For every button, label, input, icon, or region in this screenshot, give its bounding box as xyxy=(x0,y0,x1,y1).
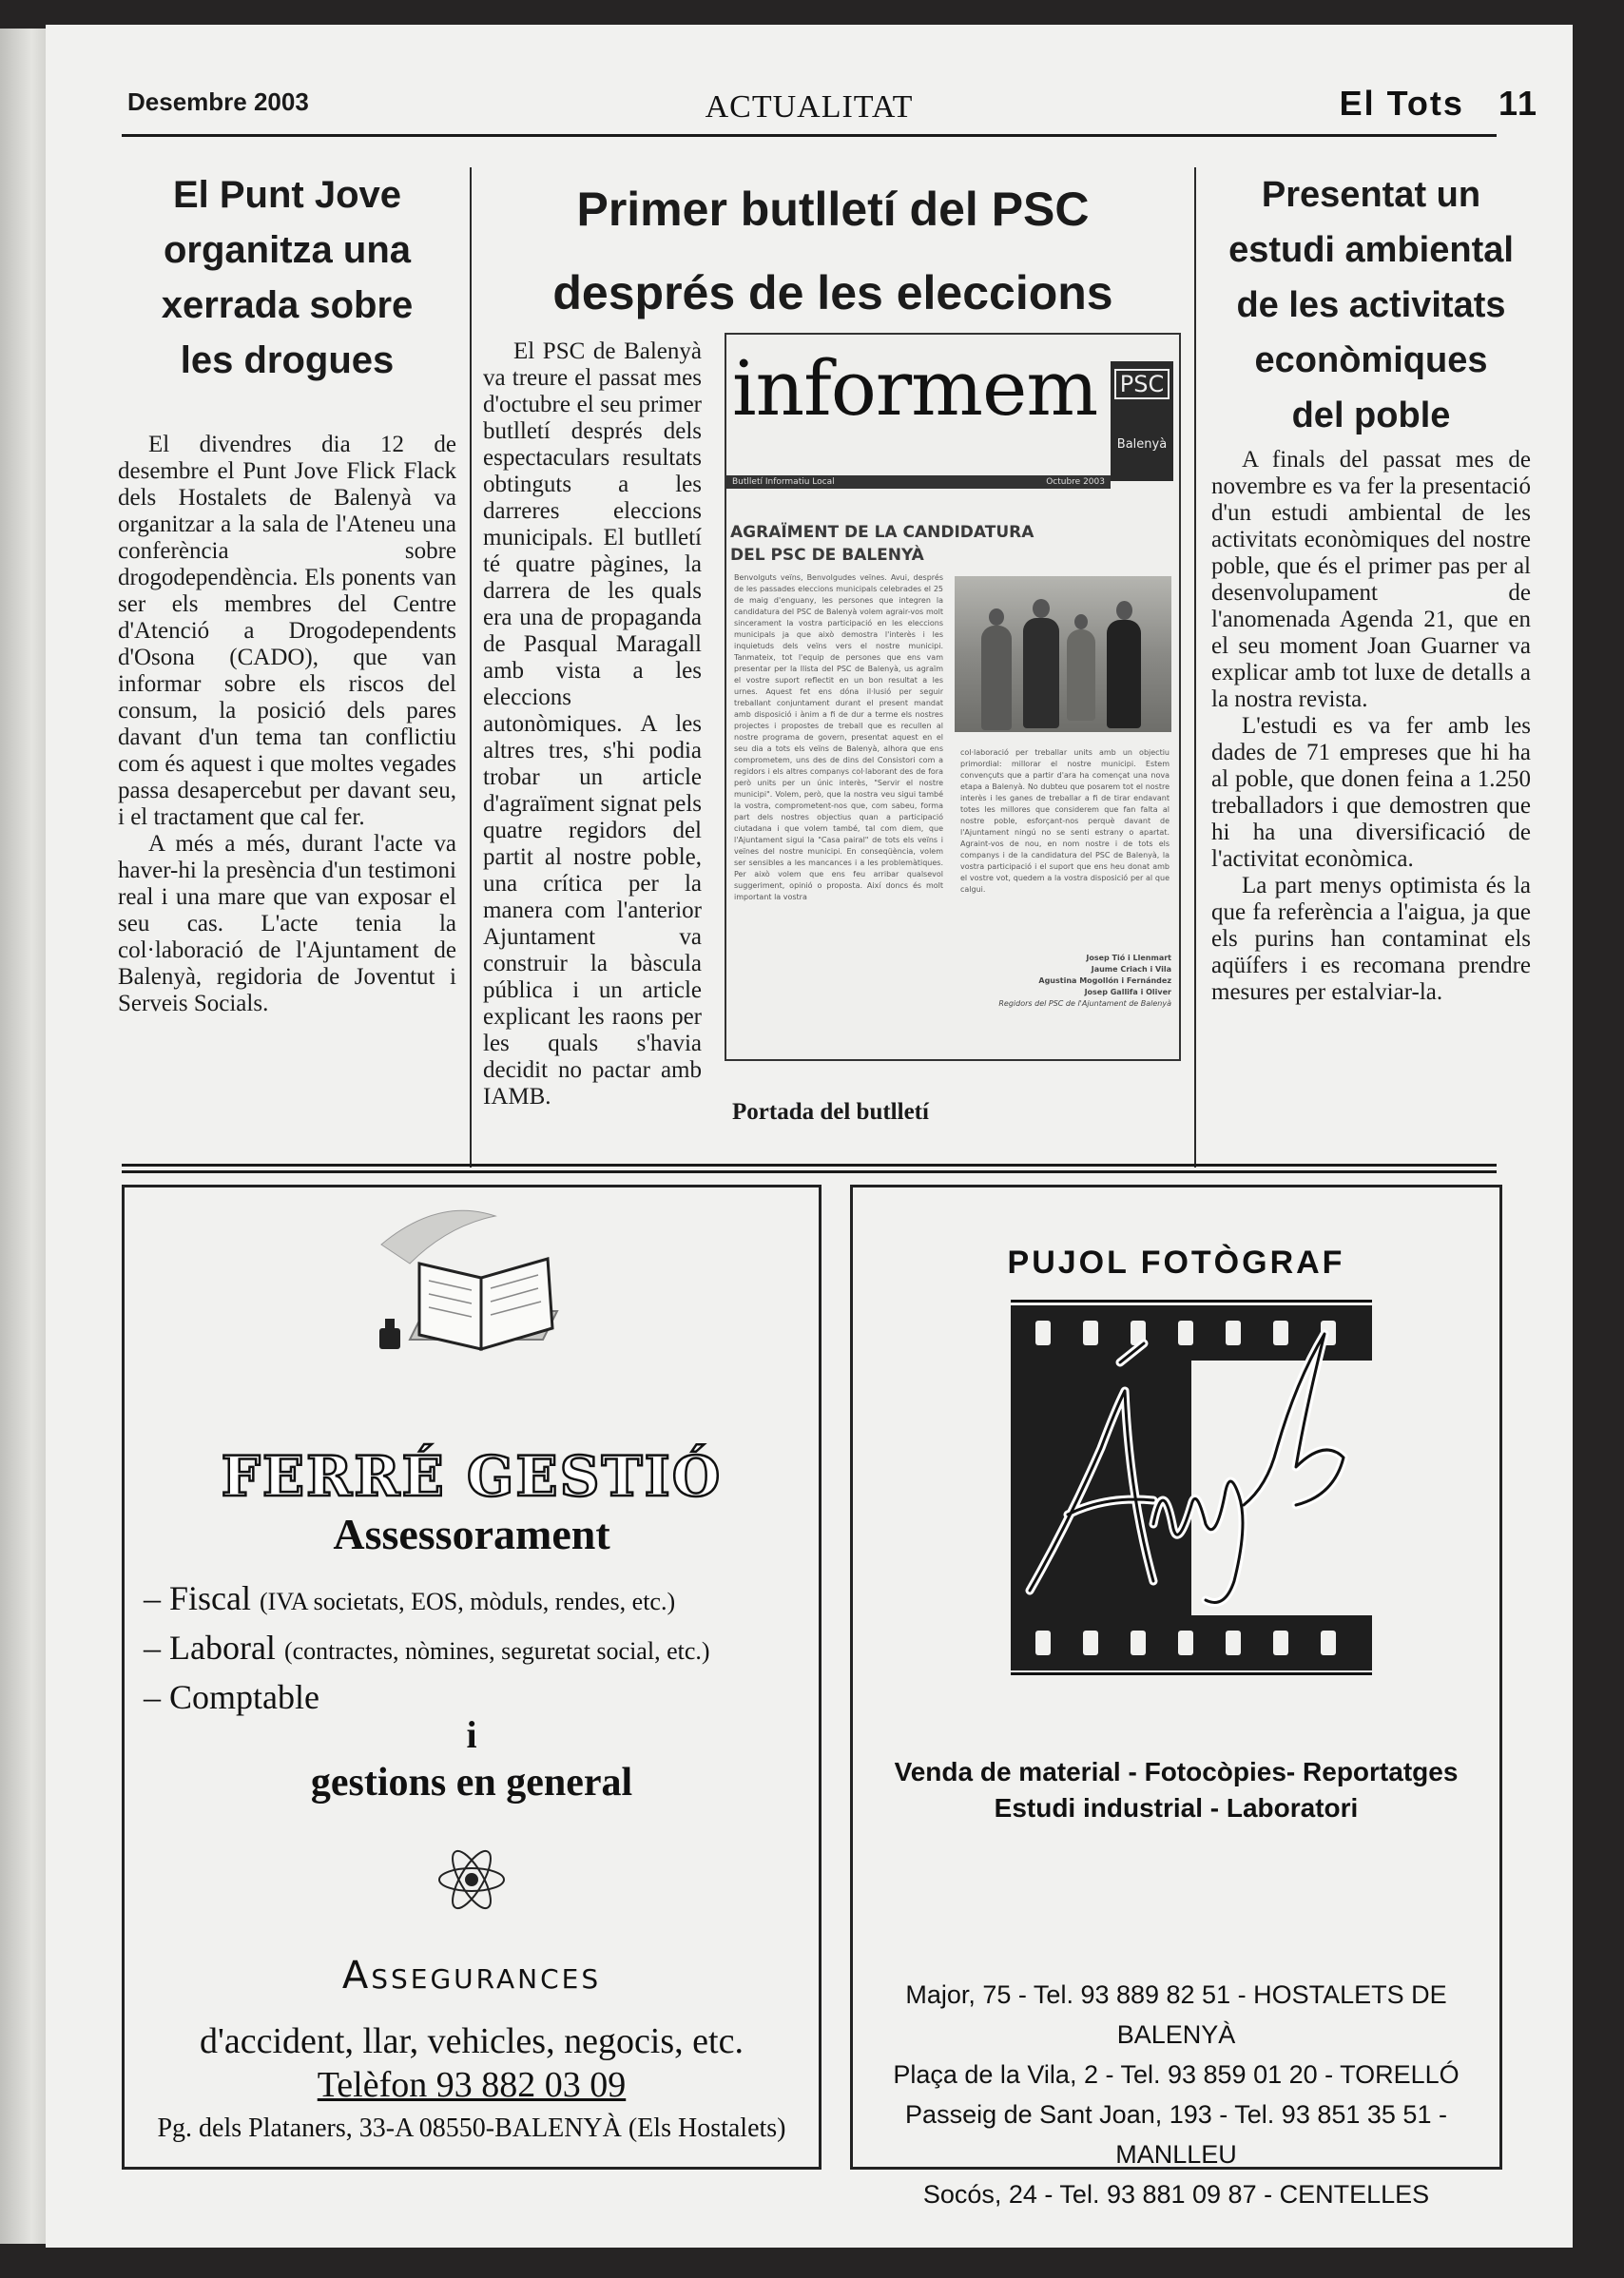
article-body xyxy=(483,338,702,1110)
bulletin-headline: AGRAÏMENT DE LA CANDIDATURA DEL PSC DE BALENYÀ xyxy=(730,523,1034,565)
article-title: Primer butlletí del PSC després de les eleccions xyxy=(552,183,1113,319)
paragraph: A finals del passat mes de novembre es va fer la presentació d'un estudi ambiental de les activitats econòmiques del nostre poble, que és el primer pas per al desenvolupament de l'anomenada Agenda 21, que en el seu moment Joan Guarner va explicar amb tot luxe de detalls a la nostra revista. xyxy=(1211,447,1531,712)
issue-date: Desembre 2003 xyxy=(127,87,309,116)
insurance-title: Assegurances xyxy=(341,1954,602,1998)
business-name: FERRÉ GESTIÓ xyxy=(221,1444,723,1509)
atom-icon xyxy=(434,1842,510,1918)
phone: Telèfon 93 882 03 09 xyxy=(317,2065,627,2105)
psc-logo: PSC Balenyà xyxy=(1111,361,1173,481)
angels-signature-graphic xyxy=(1011,1305,1372,1670)
article-body xyxy=(118,432,456,1017)
column-divider-right xyxy=(1194,167,1196,1168)
bulletin-caption: Portada del butlletí xyxy=(732,1099,929,1125)
paragraph: El divendres dia 12 de desembre el Punt Jove Flick Flack dels Hostalets de Balenyà va organitzar a la sala de l'Ateneu una conferència sobre drogodependència. Els ponents van ser els membres del Centre d'Atenció a Drogodependents d'Osona (CADO), que van informar sobre els riscos del consum, la posició dels pares davant d'un tema tan conflictiu com és aquest i que moltes vegades passa desapercebut per davant seu, i el tractament que cal fer. xyxy=(118,432,456,830)
address: Pg. dels Plataners, 33-A 08550-BALENYÀ (Els Hostalets) xyxy=(157,2114,786,2143)
bulletin-signatures: Josep Tió i Llenmart Jaume Criach i Vila Agustina Mogollón i Fernández Josep Gallifa i Oliver Regidors del PSC de l'Ajuntament de Balenyà xyxy=(998,954,1171,1008)
publication-and-page xyxy=(1340,84,1538,124)
section-title: ACTUALITAT xyxy=(705,89,914,125)
article-title: Presentat un estudi ambiental de les activitats econòmiques del poble xyxy=(1228,175,1514,435)
binding-shadow xyxy=(0,29,46,2244)
column-divider-left xyxy=(470,167,472,1168)
publication-name: El Tots xyxy=(1339,84,1464,123)
paragraph: La part menys optimista és la que fa referència a l'aigua, ja que els purins han contaminat els aqüífers i es recomana prendre mesures per estalviar-la. xyxy=(1211,873,1531,1005)
service-item: – Laboral (contractes, nòmines, seguretat social, etc.) xyxy=(144,1629,710,1667)
paragraph: L'estudi es va fer amb les dades de 71 empreses que hi ha al poble, que donen feina a 1.250 treballadors i que demostren que hi ha una diversificació de l'activitat econòmica. xyxy=(1211,713,1531,872)
address-list xyxy=(853,1975,1499,2214)
article-estudi-ambiental xyxy=(1211,167,1531,1006)
article-punt-jove xyxy=(118,167,456,1017)
film-strip-logo xyxy=(1011,1305,1372,1670)
header-rule xyxy=(122,134,1497,137)
bulletin-cover-image xyxy=(725,333,1181,1061)
general-services: gestions en general xyxy=(310,1761,633,1805)
bulletin-text-column-2: col·laboració per treballar units amb un objectiu primordial: millorar el nostre municipi. Estem convençuts que a partir d'ara ha començat una nova etapa a Balenyà. No dubteu que posarem tot el nostre interès i les ganes de treballar a fi de tirar endavant totes les millores que considerem que fan falta al nostre poble, esforçant-nos perquè davant de l'Ajuntament ningú no se senti estrany o apartat. Agraint-vos de nou, en nom nostre i de tots els companys i de la candidatura del PSC de Balenyà, la vostra participació i el suport que ens heu donat amb el vostre vot, quedem a la vostra disposició per al que calgui. xyxy=(960,748,1170,894)
bulletin-group-photo xyxy=(955,576,1171,732)
insurance-detail: d'accident, llar, vehicles, negocis, etc. xyxy=(200,2021,744,2061)
address-line: Socós, 24 - Tel. 93 881 09 87 - CENTELLES xyxy=(922,2180,1430,2209)
services: Venda de material - Fotocòpies- Reportatges Estudi industrial - Laboratori xyxy=(894,1757,1459,1823)
address-line: Major, 75 - Tel. 93 889 82 51 - HOSTALETS DE BALENYÀ xyxy=(905,1980,1447,2049)
business-subtitle: Assessorament xyxy=(333,1510,610,1558)
ads-rule-bottom xyxy=(122,1170,1497,1173)
bulletin-masthead: informem xyxy=(732,344,1098,433)
magazine-page xyxy=(46,25,1573,2248)
ad-pujol-fotograf xyxy=(850,1185,1502,2209)
bulletin-text-column-1: Benvolguts veïns, Benvolgudes veïnes. Avui, després de les passades eleccions municipals celebrades el 25 de maig d'enguany, les persones que integren la candidatura del PSC de Balenyà volem agrair-vos molt sincerament la vostra participació en les eleccions municipals ja que això demostra l'interès i les inquietuds dels veïns vers el nostre municipi. Tanmateix, tot l'equip de persones que ens vam presentar per la llista del PSC de Balenyà, us agraïm el vostre suport reflectit en un bon resultat a les urnes. Aquest fet ens dóna il·lusió per seguir treballant conjuntament durant el present mandat amb disposició i ànim a fi de dur a terme els nostres projectes i propostes de treball que es recullen al nostre programa de govern, presentat aquest en el seu dia a tots els veïns de Balenyà, alhora que ens comprometem, uns des de dins del Consistori com a regidors i els altres companys col·laborant des de fora però units per un únic interès, "Servir el nostre municipi". Volem, però, que la nostra veu sigui també la vostra, comprometent-nos que, com sabeu, forma part dels nostres objectius quan a participació ciutadana i que volem també, tal com diem, que l'Ajuntament sigui la "Casa pairal" de tots els veïns i veïnes del nostre municipi. En conseqüència, volem ser sensibles a les mancances i a les problemàtiques. Per això volem que ens feu arribar qualsevol suggeriment, opinió o proposta. Així doncs és molt important la vostra xyxy=(734,573,943,901)
service-item: – Fiscal (IVA societats, EOS, mòduls, rendes, etc.) xyxy=(144,1579,676,1617)
brand-rule xyxy=(1011,1300,1372,1303)
article-title: El Punt Jove organitza una xerrada sobre les drogues xyxy=(161,174,414,381)
brand-name: PUJOL FOTÒGRAF xyxy=(1007,1245,1345,1281)
ads-rule-top xyxy=(122,1164,1497,1167)
article-psc-bulletin xyxy=(483,167,1183,335)
paragraph: El PSC de Balenyà va treure el passat mes d'octubre el seu primer butlletí després dels espectaculars resultats obtinguts a les darreres eleccions municipals. El butlletí té quatre pàgines, la darrera de les quals era una de propaganda de Pasqual Maragall amb vista a les eleccions autonòmiques. A les altres tres, s'hi podia trobar un article d'agraïment signat pels quatre regidors del partit al nostre poble, una crítica per la manera com l'anterior Ajuntament va construir la bàscula pública i un article explicant les raons per les quals s'havia decidit no pactar amb IAMB. xyxy=(483,338,702,1110)
bulletin-bar: Butlletí Informatiu Local Octubre 2003 xyxy=(726,475,1111,489)
page-number: 11 xyxy=(1498,84,1538,123)
address-line: Passeig de Sant Joan, 193 - Tel. 93 851 35 51 - MANLLEU xyxy=(905,2100,1447,2169)
services-list xyxy=(144,1575,809,1720)
article-body xyxy=(1211,447,1531,1006)
conjunction: i xyxy=(466,1713,477,1756)
ad-ferre-gestio xyxy=(122,1185,822,2170)
service-item: – Comptable xyxy=(144,1678,319,1716)
paragraph: A més a més, durant l'acte va haver-hi la presència d'un testimoni real i una mare que van exposar el seu cas. L'acte tenia la col·laboració de l'Ajuntament de Balenyà, regidoria de Joventut i Serveis Socials. xyxy=(118,831,456,1016)
address-line: Plaça de la Vila, 2 - Tel. 93 859 01 20 - TORELLÓ xyxy=(893,2060,1460,2089)
book-quill-icon xyxy=(353,1207,581,1368)
logo-rule xyxy=(1011,1672,1372,1675)
